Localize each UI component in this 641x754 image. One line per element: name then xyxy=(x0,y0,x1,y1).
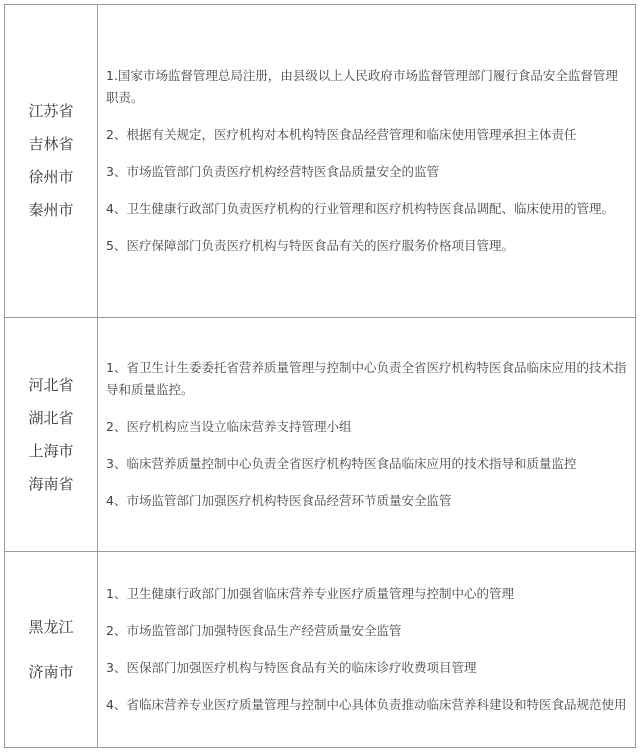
region-name: 江苏省 xyxy=(28,102,74,120)
duty-item: 4、市场监管部门加强医疗机构特医食品经营环节质量安全监管 xyxy=(106,493,452,508)
duty-item: 3、医保部门加强医疗机构与特医食品有关的临床诊疗收费项目管理 xyxy=(106,660,477,675)
region-name: 徐州市 xyxy=(28,168,74,186)
region-cell xyxy=(5,318,98,552)
duty-item: 4、省临床营养专业医疗质量管理与控制中心具体负责推动临床营养科建设和特医食品规范使用 xyxy=(106,697,627,712)
duty-item: 4、卫生健康行政部门负责医疗机构的行业管理和医疗机构特医食品调配、临床使用的管理。 xyxy=(106,201,614,216)
region-name: 吉林省 xyxy=(28,135,74,153)
region-cell xyxy=(5,552,98,748)
duty-cell xyxy=(98,318,636,552)
region-name: 济南市 xyxy=(28,662,74,681)
duty-item: 1、卫生健康行政部门加强省临床营养专业医疗质量管理与控制中心的管理 xyxy=(106,586,514,601)
region-name: 湖北省 xyxy=(28,408,74,427)
duty-item: 3、市场监管部门负责医疗机构经营特医食品质量安全的监管 xyxy=(106,164,439,179)
duty-item: 1.国家市场监督管理总局注册，由县级以上人民政府市场监督管理部门履行食品安全监督管理职责。 xyxy=(106,68,618,105)
duty-item: 2、医疗机构应当设立临床营养支持管理小组 xyxy=(106,419,352,434)
duty-cell xyxy=(98,552,636,748)
region-cell xyxy=(5,5,98,318)
region-name: 秦州市 xyxy=(28,201,74,219)
region-name: 海南省 xyxy=(28,474,74,493)
duty-item: 5、医疗保障部门负责医疗机构与特医食品有关的医疗服务价格项目管理。 xyxy=(106,238,514,253)
duty-item: 2、市场监管部门加强特医食品生产经营质量安全监管 xyxy=(106,623,402,638)
table-row xyxy=(5,5,636,318)
table-row xyxy=(5,318,636,552)
policy-table xyxy=(4,4,636,748)
region-name: 上海市 xyxy=(28,441,74,460)
region-name: 河北省 xyxy=(28,375,74,394)
duty-item: 3、临床营养质量控制中心负责全省医疗机构特医食品临床应用的技术指导和质量监控 xyxy=(106,456,577,471)
duty-item: 2、根据有关规定，医疗机构对本机构特医食品经营管理和临床使用管理承担主体责任 xyxy=(106,127,577,142)
table-row xyxy=(5,552,636,748)
region-name: 黑龙江 xyxy=(28,617,74,636)
duty-cell xyxy=(98,5,636,318)
duty-item: 1、省卫生计生委委托省营养质量管理与控制中心负责全省医疗机构特医食品临床应用的技术指导和质量监控。 xyxy=(106,360,627,397)
